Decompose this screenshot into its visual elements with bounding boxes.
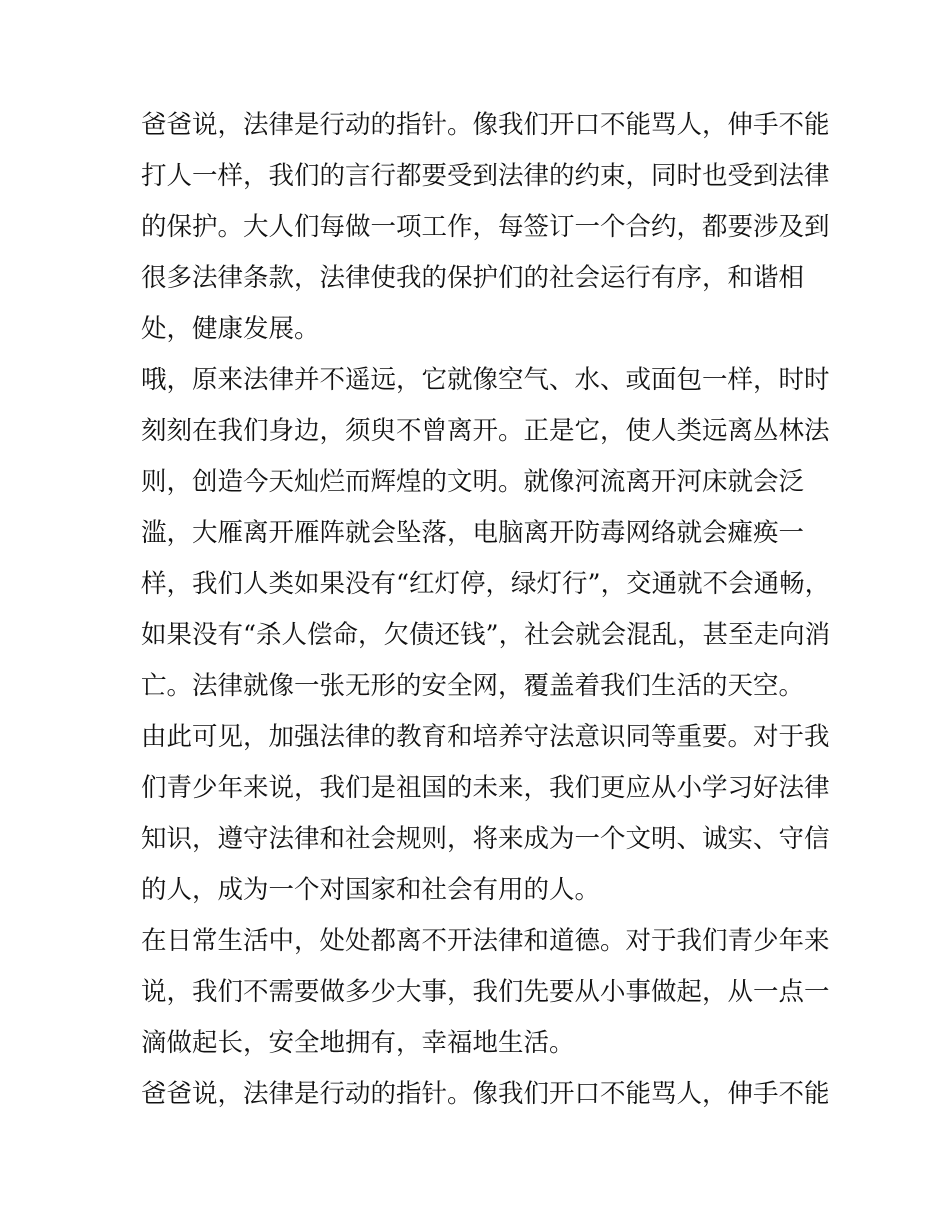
- text-line: 亡。法律就像一张无形的安全网，覆盖着我们生活的天空。: [141, 671, 805, 701]
- text-line: 知识，遵守法律和社会规则，将来成为一个文明、诚实、守信: [141, 824, 830, 854]
- text-line: 则，创造今天灿烂而辉煌的文明。就像河流离开河床就会泛: [141, 467, 805, 497]
- text-line: 说，我们不需要做多少大事，我们先要从小事做起，从一点一: [141, 977, 830, 1007]
- text-line: 样，我们人类如果没有“红灯停，绿灯行”，交通就不会通畅，: [141, 569, 831, 599]
- text-line: 刻刻在我们身边，须臾不曾离开。正是它，使人类远离丛林法: [141, 416, 830, 446]
- text-line: 滴做起长，安全地拥有，幸福地生活。: [141, 1028, 575, 1058]
- text-line: 滥，大雁离开雁阵就会坠落，电脑离开防毒网络就会瘫痪一: [141, 518, 805, 548]
- text-line: 如果没有“杀人偿命，欠债还钱”，社会就会混乱，甚至走向消: [141, 620, 831, 650]
- text-line: 的人，成为一个对国家和社会有用的人。: [141, 875, 601, 905]
- text-line: 由此可见，加强法律的教育和培养守法意识同等重要。对于我: [141, 722, 830, 752]
- text-line: 爸爸说，法律是行动的指针。像我们开口不能骂人，伸手不能: [141, 1079, 830, 1109]
- body-text: [141, 100, 831, 1120]
- text-line: 们青少年来说，我们是祖国的未来，我们更应从小学习好法律: [141, 773, 830, 803]
- text-line: 处，健康发展。: [141, 314, 320, 344]
- text-line: 爸爸说，法律是行动的指针。像我们开口不能骂人，伸手不能: [141, 110, 830, 140]
- text-line: 哦，原来法律并不遥远，它就像空气、水、或面包一样，时时: [141, 365, 830, 395]
- text-line: 打人一样，我们的言行都要受到法律的约束，同时也受到法律: [141, 161, 830, 191]
- text-line: 很多法律条款，法律使我的保护们的社会运行有序，和谐相: [141, 263, 805, 293]
- text-line: 的保护。大人们每做一项工作，每签订一个合约，都要涉及到: [141, 212, 830, 242]
- text-line: 在日常生活中，处处都离不开法律和道德。对于我们青少年来: [141, 926, 830, 956]
